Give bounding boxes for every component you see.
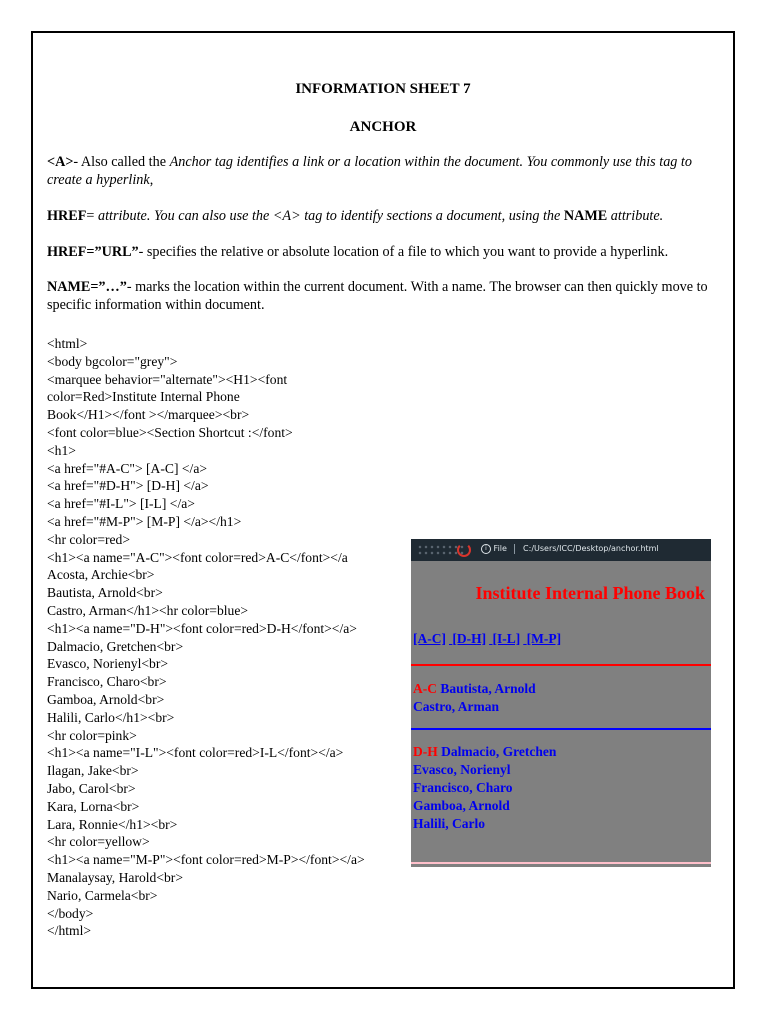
code-line: <a href="#A-C"> [A-C] </a>	[47, 460, 208, 476]
name-text: - marks the location within the current document. With a name. The browser can then quickly move to specific information within document.	[47, 279, 708, 313]
section-d-h	[413, 743, 556, 833]
hr-blue	[411, 728, 711, 730]
address-bar	[481, 543, 659, 555]
code-line: Kara, Lorna<br>	[47, 798, 140, 814]
code-line: Nario, Carmela<br>	[47, 887, 158, 903]
name-bautista: Bautista, Arnold	[440, 681, 536, 696]
section-a-c	[413, 680, 536, 716]
href-italic1: attribute. You can also use the <A> tag to identify sections a document, using the	[97, 208, 564, 224]
code-line: color=Red>Institute Internal Phone	[47, 389, 240, 405]
a-tag-label: <A>	[47, 154, 74, 170]
code-line: Castro, Arman</h1><hr color=blue>	[47, 602, 249, 618]
link-m-p: [M-P]	[526, 631, 562, 646]
name-francisco: Francisco, Charo	[413, 780, 513, 795]
href-italic2: attribute.	[607, 208, 664, 224]
a-tag-end: ,	[149, 172, 154, 188]
para-href	[47, 207, 717, 225]
name-halili: Halili, Carlo	[413, 816, 485, 831]
link-d-h: [D-H]	[452, 631, 487, 646]
name-label: NAME=”…”	[47, 279, 127, 295]
code-line: <hr color=red>	[47, 531, 131, 547]
code-line: <hr color=pink>	[47, 727, 137, 743]
code-line: <a href="#D-H"> [D-H] </a>	[47, 478, 209, 494]
reload-icon	[457, 543, 471, 557]
code-line: Dalmacio, Gretchen<br>	[47, 638, 184, 654]
name-castro: Castro, Arman	[413, 699, 499, 714]
hr-pink	[411, 862, 711, 864]
browser-toolbar	[411, 539, 711, 561]
hr-red	[411, 664, 711, 666]
code-line: Ilagan, Jake<br>	[47, 763, 139, 779]
sheet-title: INFORMATION SHEET 7	[295, 81, 471, 97]
section-a-c-label: A-C	[413, 681, 437, 696]
phone-book-heading: Institute Internal Phone Book	[475, 583, 705, 603]
code-line: Halili, Carlo</h1><br>	[47, 709, 175, 725]
code-line: <html>	[47, 336, 88, 351]
information-sheet	[31, 31, 735, 989]
file-label: File	[493, 544, 507, 553]
section-d-h-label: D-H	[413, 744, 438, 759]
code-line: Manalaysay, Harold<br>	[47, 869, 183, 885]
code-line: </html>	[47, 923, 92, 939]
code-line: Evasco, Norienyl<br>	[47, 656, 169, 672]
name-evasco: Evasco, Norienyl	[413, 762, 511, 777]
code-line: Jabo, Carol<br>	[47, 780, 136, 796]
code-line: Gamboa, Arnold<br>	[47, 691, 165, 707]
link-i-l: [I-L]	[492, 631, 521, 646]
code-line: <h1><a name="A-C"><font color=red>A-C</font></a	[47, 549, 348, 565]
code-line: Bautista, Arnold<br>	[47, 585, 163, 601]
address-path: C:/Users/ICC/Desktop/anchor.html	[523, 544, 659, 553]
href-bold: NAME	[563, 208, 608, 224]
href-url-label: HREF=”URL”	[47, 244, 139, 260]
code-line: Lara, Ronnie</h1><br>	[47, 816, 178, 832]
code-line: <marquee behavior="alternate"><H1><font	[47, 371, 288, 387]
code-line: <h1><a name="D-H"><font color=red>D-H</font></a>	[47, 620, 357, 636]
code-listing	[47, 335, 417, 940]
info-icon: i	[481, 544, 491, 554]
para-href-url	[47, 243, 717, 261]
link-a-c: [A-C]	[413, 631, 446, 646]
code-line: Francisco, Charo<br>	[47, 674, 167, 690]
code-line: <h1><a name="I-L"><font color=red>I-L</font></a>	[47, 745, 344, 761]
code-line: <h1>	[47, 442, 76, 458]
a-tag-dash: - Also called the	[73, 154, 170, 170]
code-line: <hr color=yellow>	[47, 834, 150, 850]
name-dalmacio: Dalmacio, Gretchen	[441, 744, 557, 759]
address-separator	[514, 544, 515, 554]
code-line: Acosta, Archie<br>	[47, 567, 155, 583]
code-line: <h1><a name="M-P"><font color=red>M-P></font></a>	[47, 852, 365, 868]
code-line: <font color=blue><Section Shortcut :</font>	[47, 424, 293, 440]
para-a-tag	[47, 153, 717, 189]
code-line: <a href="#I-L"> [I-L] </a>	[47, 496, 195, 512]
code-line: </body>	[47, 905, 94, 921]
href-eq: =	[86, 208, 98, 224]
para-name	[47, 278, 717, 314]
code-line: <a href="#M-P"> [M-P] </a></h1>	[47, 513, 242, 529]
browser-screenshot	[411, 539, 711, 867]
name-gamboa: Gamboa, Arnold	[413, 798, 510, 813]
code-line: Book</H1></font ></marquee><br>	[47, 407, 250, 423]
href-label: HREF	[47, 208, 87, 224]
a-tag-italic: Anchor tag identifies a link or a location within the document. You commonly use this tag to create a hyperlink	[47, 154, 692, 188]
href-url-text: - specifies the relative or absolute location of a file to which you want to provide a hyperlink.	[138, 244, 669, 260]
code-line: <body bgcolor="grey">	[47, 353, 178, 369]
section-links	[413, 631, 564, 647]
sheet-subtitle: ANCHOR	[349, 119, 417, 135]
